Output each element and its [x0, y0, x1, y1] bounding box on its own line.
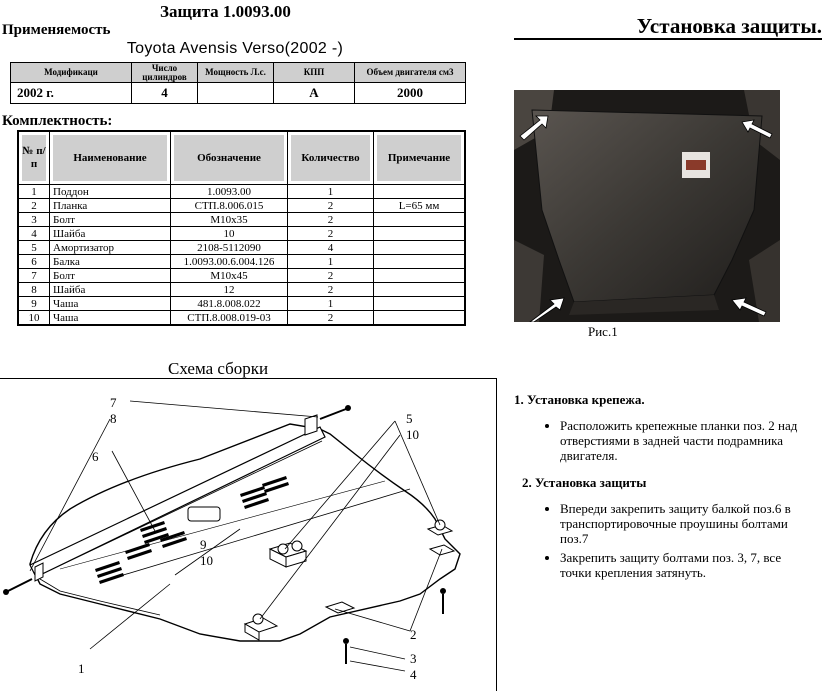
- installation-steps: [514, 392, 814, 592]
- kit-cell: 2: [288, 213, 374, 227]
- kit-cell: [374, 283, 466, 297]
- kit-cell: [374, 297, 466, 311]
- kit-cell: 9: [18, 297, 50, 311]
- kit-cell: 2: [288, 283, 374, 297]
- kit-cell: СТП.8.006.015: [171, 199, 288, 213]
- kit-row: [18, 269, 465, 283]
- kit-cell: 2: [288, 227, 374, 241]
- label-10b: 10: [200, 553, 213, 568]
- label-2: 2: [410, 627, 417, 642]
- kit-cell: 1: [288, 297, 374, 311]
- spec-value: 2002 г.: [11, 83, 132, 104]
- kit-cell: Поддон: [50, 185, 171, 199]
- kit-cell: 1: [288, 255, 374, 269]
- kit-cell: 4: [18, 227, 50, 241]
- photo-caption: Рис.1: [588, 324, 618, 339]
- kit-row: [18, 185, 465, 199]
- label-7: 7: [110, 395, 117, 410]
- step1-item: • Расположить крепежные планки поз. 2 над отверстиями в задней части подрамника двигателя.: [560, 418, 814, 463]
- installation-heading: Установка защиты.: [514, 14, 822, 40]
- kit-header: № п/п: [18, 131, 50, 185]
- spec-header: КПП: [274, 63, 355, 83]
- kit-cell: 1.0093.00: [171, 185, 288, 199]
- kit-cell: L=65 мм: [374, 199, 466, 213]
- kit-cell: 8: [18, 283, 50, 297]
- kit-cell: М10х45: [171, 269, 288, 283]
- spec-header: Объем двигателя см3: [355, 63, 466, 83]
- kit-cell: [374, 311, 466, 326]
- kit-cell: 2: [288, 311, 374, 326]
- kit-row: [18, 311, 465, 326]
- document-title: Защита 1.0093.00: [160, 2, 291, 21]
- kit-cell: [374, 185, 466, 199]
- kit-cell: Амортизатор: [50, 241, 171, 255]
- kit-header: Количество: [288, 131, 374, 185]
- kit-cell: 12: [171, 283, 288, 297]
- spec-value: [198, 83, 274, 104]
- kit-cell: 2: [288, 199, 374, 213]
- kit-cell: 5: [18, 241, 50, 255]
- kit-cell: М10х35: [171, 213, 288, 227]
- kit-cell: [374, 241, 466, 255]
- undercarriage-photo: [514, 90, 780, 322]
- car-model: Toyota Avensis Verso(2002 -): [126, 40, 344, 57]
- label-4: 4: [410, 667, 417, 682]
- kit-cell: 6: [18, 255, 50, 269]
- kit-cell: 7: [18, 269, 50, 283]
- spec-header: Модификаци: [11, 63, 132, 83]
- kit-header: Наименование: [50, 131, 171, 185]
- kit-cell: [374, 255, 466, 269]
- label-3: 3: [410, 651, 417, 666]
- kit-cell: 3: [18, 213, 50, 227]
- label-1: 1: [78, 661, 85, 676]
- spec-table: [10, 62, 466, 104]
- kit-cell: Болт: [50, 213, 171, 227]
- kit-cell: 1.0093.00.6.004.126: [171, 255, 288, 269]
- step2-list: [514, 501, 814, 580]
- kit-table-body: [18, 185, 465, 326]
- kit-cell: Шайба: [50, 283, 171, 297]
- step2-item: • Впереди закрепить защиту балкой поз.6 в транспортировочные проушины болтами поз.7: [560, 501, 814, 546]
- kit-row: [18, 283, 465, 297]
- kit-row: [18, 213, 465, 227]
- kit-cell: СТП.8.008.019-03: [171, 311, 288, 326]
- kit-row: [18, 227, 465, 241]
- schema-title: Схема сборки: [168, 359, 269, 378]
- step2-item: • Закрепить защиту болтами поз. 3, 7, все точки крепления затянуть.: [560, 550, 814, 580]
- kit-cell: Шайба: [50, 227, 171, 241]
- spec-header: Мощность Л.с.: [198, 63, 274, 83]
- kit-table: [17, 130, 466, 326]
- kit-cell: Планка: [50, 199, 171, 213]
- installation-photo: [514, 90, 780, 322]
- kit-cell: 10: [171, 227, 288, 241]
- step1-title: 1. Установка крепежа.: [514, 392, 645, 407]
- spec-header: Число цилиндров: [132, 63, 198, 83]
- step2-title: 2. Установка защиты: [522, 475, 647, 490]
- kit-cell: 2108-5112090: [171, 241, 288, 255]
- kit-cell: [374, 269, 466, 283]
- spec-value: А: [274, 83, 355, 104]
- spec-value: 4: [132, 83, 198, 104]
- spec-value: 2000: [355, 83, 466, 104]
- kit-cell: 2: [288, 269, 374, 283]
- kit-row: [18, 297, 465, 311]
- applicability-heading: Применяемость: [2, 22, 111, 38]
- kit-heading: Комплектность:: [2, 113, 113, 129]
- label-6: 6: [92, 449, 99, 464]
- kit-row: [18, 241, 465, 255]
- kit-cell: [374, 213, 466, 227]
- kit-cell: Чаша: [50, 297, 171, 311]
- kit-cell: 4: [288, 241, 374, 255]
- kit-cell: 1: [18, 185, 50, 199]
- kit-cell: Чаша: [50, 311, 171, 326]
- kit-cell: 2: [18, 199, 50, 213]
- kit-header: Обозначение: [171, 131, 288, 185]
- kit-row: [18, 199, 465, 213]
- label-9: 9: [200, 537, 207, 552]
- step1-list: [514, 418, 814, 463]
- label-8: 8: [110, 411, 117, 426]
- kit-row: [18, 255, 465, 269]
- label-10a: 10: [406, 427, 419, 442]
- kit-cell: 481.8.008.022: [171, 297, 288, 311]
- kit-cell: 10: [18, 311, 50, 326]
- kit-cell: [374, 227, 466, 241]
- label-5: 5: [406, 411, 413, 426]
- kit-cell: Балка: [50, 255, 171, 269]
- kit-cell: Болт: [50, 269, 171, 283]
- kit-cell: 1: [288, 185, 374, 199]
- assembly-drawing: [0, 379, 496, 691]
- kit-header: Примечание: [374, 131, 466, 185]
- assembly-diagram: [0, 378, 497, 691]
